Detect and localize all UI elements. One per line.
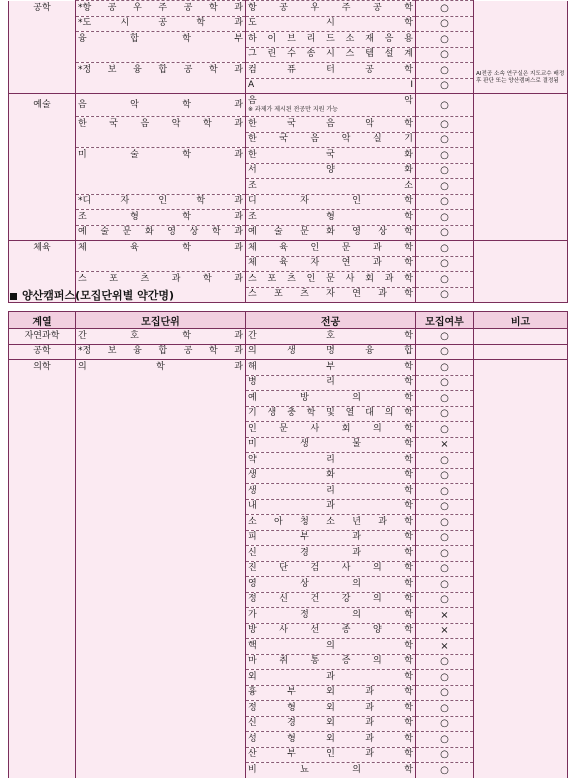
unit-cell bbox=[76, 701, 246, 717]
category-cell bbox=[9, 701, 76, 717]
recruit-mark: ○ bbox=[416, 210, 474, 226]
note-cell bbox=[474, 437, 568, 453]
category-cell bbox=[9, 639, 76, 655]
note-cell bbox=[474, 639, 568, 655]
note-cell bbox=[474, 546, 568, 562]
recruit-mark: ○ bbox=[416, 78, 474, 94]
recruit-mark: ○ bbox=[416, 179, 474, 195]
major-cell: 스 포 츠 자 연 과 학 bbox=[246, 287, 416, 303]
recruit-mark: ○ bbox=[416, 132, 474, 148]
category-cell bbox=[9, 515, 76, 531]
recruit-mark: ○ bbox=[416, 406, 474, 422]
category-cell bbox=[9, 422, 76, 438]
note-cell bbox=[474, 763, 568, 778]
note-cell bbox=[474, 391, 568, 407]
major-cell bbox=[246, 94, 416, 117]
recruit-mark: ○ bbox=[416, 32, 474, 48]
recruit-mark: ○ bbox=[416, 716, 474, 732]
recruit-mark: ○ bbox=[416, 241, 474, 257]
recruit-mark: ○ bbox=[416, 484, 474, 500]
yangsan-admission-table bbox=[8, 311, 568, 778]
recruit-mark: × bbox=[416, 608, 474, 624]
note-cell bbox=[474, 344, 568, 360]
unit-cell bbox=[76, 515, 246, 531]
major-cell: 방 사 선 종 양 학 bbox=[246, 623, 416, 639]
note-cell bbox=[474, 685, 568, 701]
recruit-mark: ○ bbox=[416, 256, 474, 272]
recruit-mark: ○ bbox=[416, 194, 474, 210]
category-cell bbox=[9, 179, 76, 195]
recruit-mark: ○ bbox=[416, 422, 474, 438]
unit-cell bbox=[76, 256, 246, 272]
recruit-mark: ○ bbox=[416, 360, 474, 376]
note-cell bbox=[474, 210, 568, 226]
unit-cell bbox=[76, 422, 246, 438]
header-note: 비고 bbox=[474, 312, 568, 329]
recruit-mark: ○ bbox=[416, 592, 474, 608]
major-cell: 비 뇨 의 학 bbox=[246, 763, 416, 778]
category-cell: 의학 bbox=[9, 360, 76, 376]
category-cell bbox=[9, 763, 76, 778]
category-cell bbox=[9, 47, 76, 63]
recruit-mark: ○ bbox=[416, 329, 474, 345]
category-cell: 체육 bbox=[9, 241, 76, 257]
unit-cell bbox=[76, 484, 246, 500]
major-cell: 정 신 건 강 의 학 bbox=[246, 592, 416, 608]
unit-cell: 조 형 학 과 bbox=[76, 210, 246, 226]
recruit-mark: ○ bbox=[416, 16, 474, 32]
major-label: 음 악 bbox=[248, 96, 413, 106]
major-cell: 체 육 자 연 과 학 bbox=[246, 256, 416, 272]
header-recruit: 모집여부 bbox=[416, 312, 474, 329]
major-cell: 예 방 의 학 bbox=[246, 391, 416, 407]
major-cell: 체 육 인 문 과 학 bbox=[246, 241, 416, 257]
unit-cell bbox=[76, 453, 246, 469]
major-cell: 진 단 검 사 의 학 bbox=[246, 561, 416, 577]
major-cell: 항 공 우 주 공 학 bbox=[246, 1, 416, 17]
major-cell: 한 국 음 악 실 기 bbox=[246, 132, 416, 148]
unit-cell bbox=[76, 592, 246, 608]
unit-cell bbox=[76, 561, 246, 577]
unit-cell bbox=[76, 763, 246, 778]
note-cell bbox=[474, 670, 568, 686]
unit-cell: *정 보 융 합 공 학 과 bbox=[76, 63, 246, 79]
unit-cell bbox=[76, 670, 246, 686]
major-cell: 조 형 학 bbox=[246, 210, 416, 226]
category-cell bbox=[9, 406, 76, 422]
recruit-mark: × bbox=[416, 639, 474, 655]
major-cell: 산 부 인 과 학 bbox=[246, 747, 416, 763]
note-cell bbox=[474, 530, 568, 546]
category-cell bbox=[9, 561, 76, 577]
category-cell: 자연과학 bbox=[9, 329, 76, 345]
recruit-mark: ○ bbox=[416, 670, 474, 686]
category-cell bbox=[9, 32, 76, 48]
major-cell: 생 화 학 bbox=[246, 468, 416, 484]
note-cell bbox=[474, 1, 568, 17]
category-cell bbox=[9, 437, 76, 453]
note-cell bbox=[474, 453, 568, 469]
recruit-mark: ○ bbox=[416, 63, 474, 79]
unit-cell bbox=[76, 685, 246, 701]
major-cell: 스 포 츠 인 문 사 회 과 학 bbox=[246, 272, 416, 288]
unit-cell: *도 시 공 학 과 bbox=[76, 16, 246, 32]
recruit-mark: × bbox=[416, 623, 474, 639]
major-cell: 간 호 학 bbox=[246, 329, 416, 345]
category-cell bbox=[9, 608, 76, 624]
recruit-mark: ○ bbox=[416, 515, 474, 531]
major-cell: 병 리 학 bbox=[246, 375, 416, 391]
unit-cell: 음 악 학 과 bbox=[76, 94, 246, 117]
recruit-mark: ○ bbox=[416, 654, 474, 670]
category-cell bbox=[9, 468, 76, 484]
unit-cell bbox=[76, 163, 246, 179]
category-cell bbox=[9, 732, 76, 748]
unit-cell bbox=[76, 530, 246, 546]
recruit-mark: ○ bbox=[416, 148, 474, 164]
note-cell bbox=[474, 732, 568, 748]
recruit-mark: ○ bbox=[416, 272, 474, 288]
major-cell: 서 양 화 bbox=[246, 163, 416, 179]
recruit-mark: ○ bbox=[416, 732, 474, 748]
note-cell bbox=[474, 577, 568, 593]
note-cell bbox=[474, 117, 568, 133]
major-cell: 소 아 청 소 년 과 학 bbox=[246, 515, 416, 531]
note-cell bbox=[474, 163, 568, 179]
major-cell: 그 린 수 송 시 스 템 설 계 bbox=[246, 47, 416, 63]
recruit-mark: ○ bbox=[416, 701, 474, 717]
note-cell bbox=[474, 623, 568, 639]
note-cell bbox=[474, 32, 568, 48]
unit-cell bbox=[76, 499, 246, 515]
recruit-mark: ○ bbox=[416, 453, 474, 469]
major-cell: 영 상 의 학 bbox=[246, 577, 416, 593]
major-cell: 컴 퓨 터 공 학 bbox=[246, 63, 416, 79]
category-cell bbox=[9, 272, 76, 288]
note-cell bbox=[474, 592, 568, 608]
major-cell: 한 국 화 bbox=[246, 148, 416, 164]
major-cell: 디 자 인 학 bbox=[246, 194, 416, 210]
note-cell bbox=[474, 484, 568, 500]
unit-cell bbox=[76, 716, 246, 732]
category-cell bbox=[9, 623, 76, 639]
unit-cell: 한 국 음 악 학 과 bbox=[76, 117, 246, 133]
major-cell: 미 생 물 학 bbox=[246, 437, 416, 453]
note-cell bbox=[474, 561, 568, 577]
major-cell: 해 부 학 bbox=[246, 360, 416, 376]
category-cell bbox=[9, 499, 76, 515]
major-cell: 마 취 통 증 의 학 bbox=[246, 654, 416, 670]
category-cell bbox=[9, 747, 76, 763]
unit-cell: *항 공 우 주 공 학 과 bbox=[76, 1, 246, 17]
note-cell bbox=[474, 608, 568, 624]
header-unit: 모집단위 bbox=[76, 312, 246, 329]
note-cell bbox=[474, 515, 568, 531]
recruit-mark: ○ bbox=[416, 685, 474, 701]
unit-cell bbox=[76, 437, 246, 453]
note-cell bbox=[474, 422, 568, 438]
note-cell bbox=[474, 360, 568, 376]
category-cell bbox=[9, 670, 76, 686]
recruit-mark: × bbox=[416, 437, 474, 453]
note-cell bbox=[474, 406, 568, 422]
unit-cell bbox=[76, 375, 246, 391]
recruit-mark: ○ bbox=[416, 561, 474, 577]
recruit-mark: ○ bbox=[416, 1, 474, 17]
unit-cell bbox=[76, 623, 246, 639]
category-cell bbox=[9, 132, 76, 148]
unit-cell bbox=[76, 639, 246, 655]
note-cell bbox=[474, 287, 568, 303]
major-cell: 신 경 외 과 학 bbox=[246, 716, 416, 732]
major-cell: 신 경 과 학 bbox=[246, 546, 416, 562]
campus-note: AI전공 소속 연구실은 지도교수 배정후 판단 또는 양산캠퍼스로 결정됨 bbox=[474, 63, 568, 94]
recruit-mark: ○ bbox=[416, 375, 474, 391]
unit-cell bbox=[76, 78, 246, 94]
note-cell bbox=[474, 241, 568, 257]
note-cell bbox=[474, 47, 568, 63]
category-cell bbox=[9, 256, 76, 272]
unit-cell bbox=[76, 132, 246, 148]
category-cell bbox=[9, 654, 76, 670]
major-cell: 도 시 학 bbox=[246, 16, 416, 32]
header-major: 전공 bbox=[246, 312, 416, 329]
note-cell bbox=[474, 272, 568, 288]
major-cell: 예 술 문 화 영 상 학 bbox=[246, 225, 416, 241]
recruit-mark: ○ bbox=[416, 546, 474, 562]
recruit-mark: ○ bbox=[416, 47, 474, 63]
unit-cell: 미 술 학 과 bbox=[76, 148, 246, 164]
major-cell: 약 리 학 bbox=[246, 453, 416, 469]
note-cell bbox=[474, 375, 568, 391]
major-cell: 흉 부 외 과 학 bbox=[246, 685, 416, 701]
note-cell bbox=[474, 747, 568, 763]
unit-cell bbox=[76, 654, 246, 670]
recruit-mark: ○ bbox=[416, 747, 474, 763]
category-cell bbox=[9, 375, 76, 391]
note-cell bbox=[474, 701, 568, 717]
unit-cell bbox=[76, 47, 246, 63]
major-cell: 기 생 충 학 및 열 대 의 학 bbox=[246, 406, 416, 422]
note-cell bbox=[474, 179, 568, 195]
major-cell: 핵 의 학 bbox=[246, 639, 416, 655]
top-admission-table bbox=[8, 0, 568, 303]
note-cell bbox=[474, 225, 568, 241]
recruit-mark: ○ bbox=[416, 344, 474, 360]
category-cell: 공학 bbox=[9, 344, 76, 360]
category-cell bbox=[9, 592, 76, 608]
category-cell bbox=[9, 391, 76, 407]
note-cell bbox=[474, 716, 568, 732]
category-cell bbox=[9, 163, 76, 179]
major-cell: 피 부 과 학 bbox=[246, 530, 416, 546]
category-cell bbox=[9, 546, 76, 562]
unit-cell bbox=[76, 546, 246, 562]
recruit-mark: ○ bbox=[416, 225, 474, 241]
category-cell bbox=[9, 225, 76, 241]
category-cell bbox=[9, 148, 76, 164]
category-cell bbox=[9, 484, 76, 500]
major-cell: 가 정 의 학 bbox=[246, 608, 416, 624]
category-cell bbox=[9, 685, 76, 701]
recruit-mark: ○ bbox=[416, 468, 474, 484]
note-cell bbox=[474, 468, 568, 484]
note-cell bbox=[474, 654, 568, 670]
major-cell: 성 형 외 과 학 bbox=[246, 732, 416, 748]
note-cell bbox=[474, 148, 568, 164]
note-cell bbox=[474, 16, 568, 32]
recruit-mark: ○ bbox=[416, 499, 474, 515]
category-cell: 예술 bbox=[9, 94, 76, 117]
unit-cell: 융 합 학 부 bbox=[76, 32, 246, 48]
note-cell bbox=[474, 256, 568, 272]
section-heading-text: 양산캠퍼스(모집단위별 약간명) bbox=[22, 289, 175, 302]
unit-cell: 간 호 학 과 bbox=[76, 329, 246, 345]
unit-cell bbox=[76, 468, 246, 484]
unit-cell: 스 포 츠 과 학 과 bbox=[76, 272, 246, 288]
note-cell bbox=[474, 329, 568, 345]
major-cell: A I bbox=[246, 78, 416, 94]
category-cell bbox=[9, 63, 76, 79]
category-cell bbox=[9, 210, 76, 226]
unit-cell: 체 육 학 과 bbox=[76, 241, 246, 257]
major-notice: ※ 과제가 제시된 전공만 지원 가능 bbox=[248, 106, 338, 113]
header-category: 계열 bbox=[9, 312, 76, 329]
unit-cell bbox=[76, 577, 246, 593]
recruit-mark: ○ bbox=[416, 763, 474, 778]
unit-cell: 의 학 과 bbox=[76, 360, 246, 376]
note-cell bbox=[474, 132, 568, 148]
note-cell bbox=[474, 499, 568, 515]
recruit-mark: ○ bbox=[416, 577, 474, 593]
major-cell: 생 리 학 bbox=[246, 484, 416, 500]
unit-cell bbox=[76, 608, 246, 624]
category-cell bbox=[9, 16, 76, 32]
recruit-mark: ○ bbox=[416, 287, 474, 303]
recruit-mark: ○ bbox=[416, 530, 474, 546]
category-cell bbox=[9, 453, 76, 469]
major-cell: 의 생 명 융 합 bbox=[246, 344, 416, 360]
unit-cell: *정 보 융 합 공 학 과 bbox=[76, 344, 246, 360]
category-cell bbox=[9, 78, 76, 94]
major-cell: 조 소 bbox=[246, 179, 416, 195]
major-cell: 정 형 외 과 학 bbox=[246, 701, 416, 717]
unit-cell bbox=[76, 391, 246, 407]
square-bullet-icon bbox=[10, 293, 17, 300]
category-cell bbox=[9, 117, 76, 133]
section-heading bbox=[10, 287, 174, 303]
major-cell: 하 이 브 리 드 소 재 응 용 bbox=[246, 32, 416, 48]
recruit-mark: ○ bbox=[416, 94, 474, 117]
unit-cell bbox=[76, 406, 246, 422]
major-cell: 외 과 학 bbox=[246, 670, 416, 686]
category-cell: 공학 bbox=[9, 1, 76, 17]
unit-cell bbox=[76, 747, 246, 763]
major-cell: 한 국 음 악 학 bbox=[246, 117, 416, 133]
recruit-mark: ○ bbox=[416, 163, 474, 179]
recruit-mark: ○ bbox=[416, 391, 474, 407]
unit-cell bbox=[76, 732, 246, 748]
category-cell bbox=[9, 530, 76, 546]
note-cell bbox=[474, 94, 568, 117]
category-cell bbox=[9, 194, 76, 210]
note-cell bbox=[474, 194, 568, 210]
unit-cell bbox=[76, 179, 246, 195]
major-cell: 인 문 사 회 의 학 bbox=[246, 422, 416, 438]
category-cell bbox=[9, 716, 76, 732]
category-cell bbox=[9, 577, 76, 593]
recruit-mark: ○ bbox=[416, 117, 474, 133]
unit-cell: 예 술 문 화 영 상 학 과 bbox=[76, 225, 246, 241]
unit-cell: *디 자 인 학 과 bbox=[76, 194, 246, 210]
major-cell: 내 과 학 bbox=[246, 499, 416, 515]
